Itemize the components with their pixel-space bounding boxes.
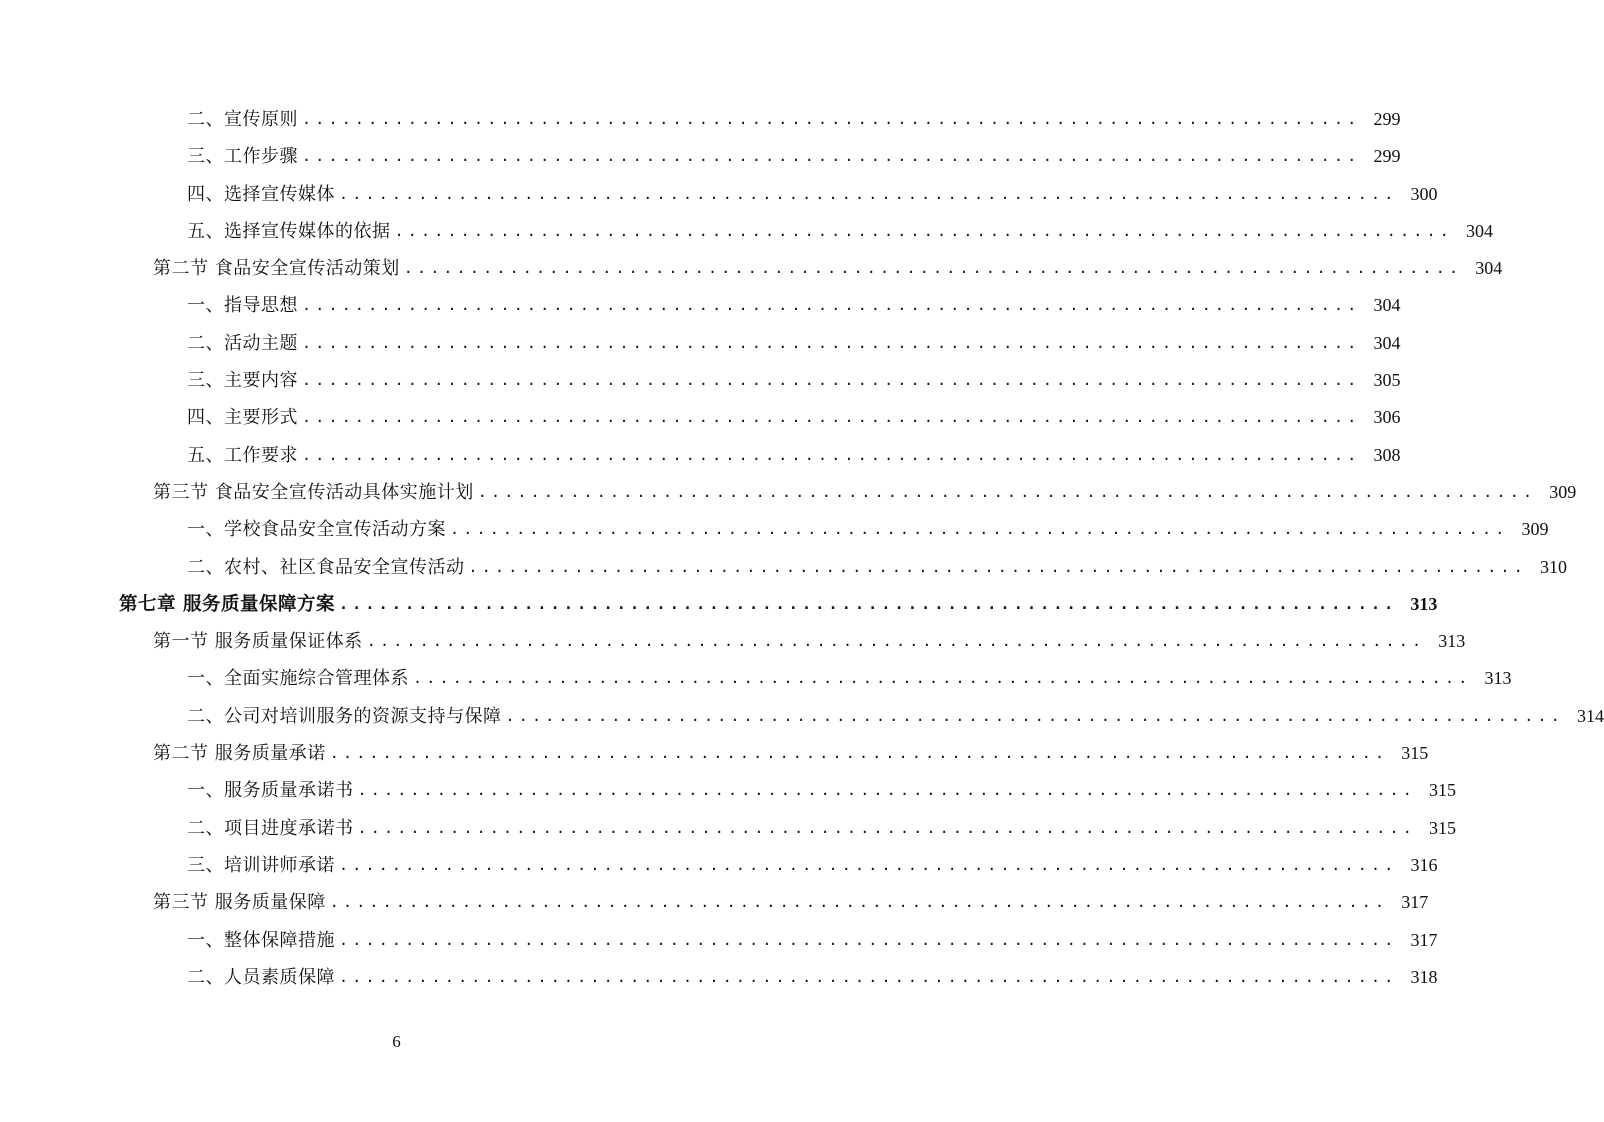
toc-entry-item[interactable] xyxy=(0,437,1401,474)
toc-entry-title: 二、公司对培训服务的资源支持与保障 xyxy=(187,705,502,727)
toc-entry-title: 三、培训讲师承诺 xyxy=(187,854,335,876)
toc-entry-title: 第七章 服务质量保障方案 xyxy=(119,593,335,615)
toc-entry-title: 四、主要形式 xyxy=(187,407,298,429)
toc-dot-leader: ................................................................................ xyxy=(302,296,1361,315)
toc-dot-leader: ................................................................................ xyxy=(450,520,1509,539)
toc-entry-item[interactable] xyxy=(0,549,1567,586)
toc-entry-item[interactable] xyxy=(0,847,1438,884)
toc-entry-title: 二、宣传原则 xyxy=(187,109,298,130)
toc-entry-item[interactable] xyxy=(0,511,1549,548)
page-number: 6 xyxy=(392,1032,401,1051)
toc-entry-section[interactable] xyxy=(0,884,1429,921)
toc-entry-title: 一、服务质量承诺书 xyxy=(187,780,354,802)
toc-entry-title: 第二节 食品安全宣传活动策划 xyxy=(153,258,400,280)
toc-dot-leader: ................................................................................ xyxy=(413,669,1472,688)
toc-entry-page: 313 xyxy=(1438,631,1466,652)
toc-entry-title: 四、选择宣传媒体 xyxy=(187,183,335,205)
toc-entry-title: 第三节 食品安全宣传活动具体实施计划 xyxy=(153,481,474,503)
toc-dot-leader: ................................................................................ xyxy=(302,147,1361,166)
toc-entry-title: 第一节 服务质量保证体系 xyxy=(153,631,363,653)
toc-entry-title: 一、学校食品安全宣传活动方案 xyxy=(187,519,446,541)
toc-entry-page: 308 xyxy=(1373,444,1401,465)
toc-dot-leader: ................................................................................ xyxy=(403,259,1463,278)
toc-entry-item[interactable] xyxy=(0,810,1456,847)
toc-entry-item[interactable] xyxy=(0,399,1401,436)
toc-entry-page: 299 xyxy=(1373,146,1401,167)
toc-entry-page: 314 xyxy=(1576,705,1604,726)
toc-dot-leader: ................................................................................ xyxy=(302,445,1361,464)
toc-entry-page: 315 xyxy=(1428,817,1456,838)
toc-entry-title: 一、整体保障措施 xyxy=(187,929,335,951)
toc-entry-item[interactable] xyxy=(0,660,1512,697)
toc-entry-page: 300 xyxy=(1410,183,1438,204)
toc-dot-leader: ................................................................................ xyxy=(468,557,1527,576)
toc-entry-page: 313 xyxy=(1410,593,1438,614)
toc-dot-leader: ................................................................................ xyxy=(394,221,1453,240)
toc-entry-title: 一、全面实施综合管理体系 xyxy=(187,668,409,690)
toc-dot-leader: ................................................................................ xyxy=(302,110,1361,128)
toc-dot-leader: ................................................................................ xyxy=(302,333,1361,352)
toc-entry-section[interactable] xyxy=(0,474,1577,511)
toc-dot-leader: ................................................................................ xyxy=(357,818,1416,837)
toc-entry-page: 304 xyxy=(1465,220,1493,241)
toc-dot-leader: ................................................................................ xyxy=(339,967,1398,986)
toc-entry-title: 二、活动主题 xyxy=(187,332,298,354)
toc-dot-leader: ................................................................................ xyxy=(339,855,1398,874)
toc-entry-page: 315 xyxy=(1401,743,1429,764)
toc-dot-leader: ................................................................................ xyxy=(366,632,1426,651)
table-of-contents xyxy=(0,101,1604,996)
toc-entry-page: 317 xyxy=(1401,892,1429,913)
toc-entry-page: 313 xyxy=(1484,668,1512,689)
toc-entry-item[interactable] xyxy=(0,959,1438,996)
toc-dot-leader: ................................................................................ xyxy=(338,594,1398,613)
toc-entry-item[interactable] xyxy=(0,922,1438,959)
toc-dot-leader: ................................................................................ xyxy=(505,706,1564,725)
toc-entry-title: 二、项目进度承诺书 xyxy=(187,817,354,839)
toc-entry-title: 五、选择宣传媒体的依据 xyxy=(187,220,391,242)
toc-entry-item[interactable] xyxy=(0,362,1401,399)
toc-entry-item[interactable] xyxy=(0,698,1604,735)
toc-entry-title: 一、指导思想 xyxy=(187,295,298,317)
toc-entry-section[interactable] xyxy=(0,250,1503,287)
toc-entry-title: 二、农村、社区食品安全宣传活动 xyxy=(187,556,465,578)
toc-entry-section[interactable] xyxy=(0,735,1429,772)
toc-dot-leader: ................................................................................ xyxy=(477,482,1537,501)
toc-dot-leader: ................................................................................ xyxy=(302,371,1361,390)
toc-entry-item[interactable] xyxy=(0,176,1438,213)
toc-entry-title: 二、人员素质保障 xyxy=(187,966,335,988)
toc-entry-title: 五、工作要求 xyxy=(187,444,298,466)
toc-entry-page: 309 xyxy=(1521,519,1549,540)
toc-entry-item[interactable] xyxy=(0,287,1401,324)
toc-entry-page: 316 xyxy=(1410,854,1438,875)
toc-entry-page: 317 xyxy=(1410,929,1438,950)
toc-entry-title: 三、工作步骤 xyxy=(187,146,298,168)
toc-dot-leader: ................................................................................ xyxy=(339,930,1398,949)
toc-entry-title: 第三节 服务质量保障 xyxy=(153,892,326,914)
toc-entry-item[interactable] xyxy=(0,138,1401,175)
toc-entry-title: 第二节 服务质量承诺 xyxy=(153,743,326,765)
toc-dot-leader: ................................................................................ xyxy=(329,893,1389,912)
toc-dot-leader: ................................................................................ xyxy=(339,184,1398,203)
toc-entry-page: 304 xyxy=(1373,332,1401,353)
toc-entry-page: 306 xyxy=(1373,407,1401,428)
toc-entry-page: 318 xyxy=(1410,966,1438,987)
toc-dot-leader: ................................................................................ xyxy=(357,781,1416,800)
toc-entry-item[interactable] xyxy=(0,325,1401,362)
toc-entry-item[interactable] xyxy=(0,213,1493,250)
toc-entry-page: 315 xyxy=(1428,780,1456,801)
toc-dot-leader: ................................................................................ xyxy=(302,408,1361,427)
toc-entry-item[interactable] xyxy=(0,772,1456,809)
toc-entry-section[interactable] xyxy=(0,623,1466,660)
toc-entry-chapter[interactable] xyxy=(0,586,1438,623)
toc-entry-page: 310 xyxy=(1539,556,1567,577)
toc-entry-title: 三、主要内容 xyxy=(187,370,298,392)
toc-entry-page: 299 xyxy=(1373,109,1401,129)
toc-entry-item[interactable] xyxy=(0,101,1401,138)
toc-entry-page: 309 xyxy=(1549,481,1577,502)
toc-entry-page: 304 xyxy=(1475,258,1503,279)
toc-dot-leader: ................................................................................ xyxy=(329,744,1389,763)
toc-entry-page: 304 xyxy=(1373,295,1401,316)
toc-entry-page: 305 xyxy=(1373,370,1401,391)
